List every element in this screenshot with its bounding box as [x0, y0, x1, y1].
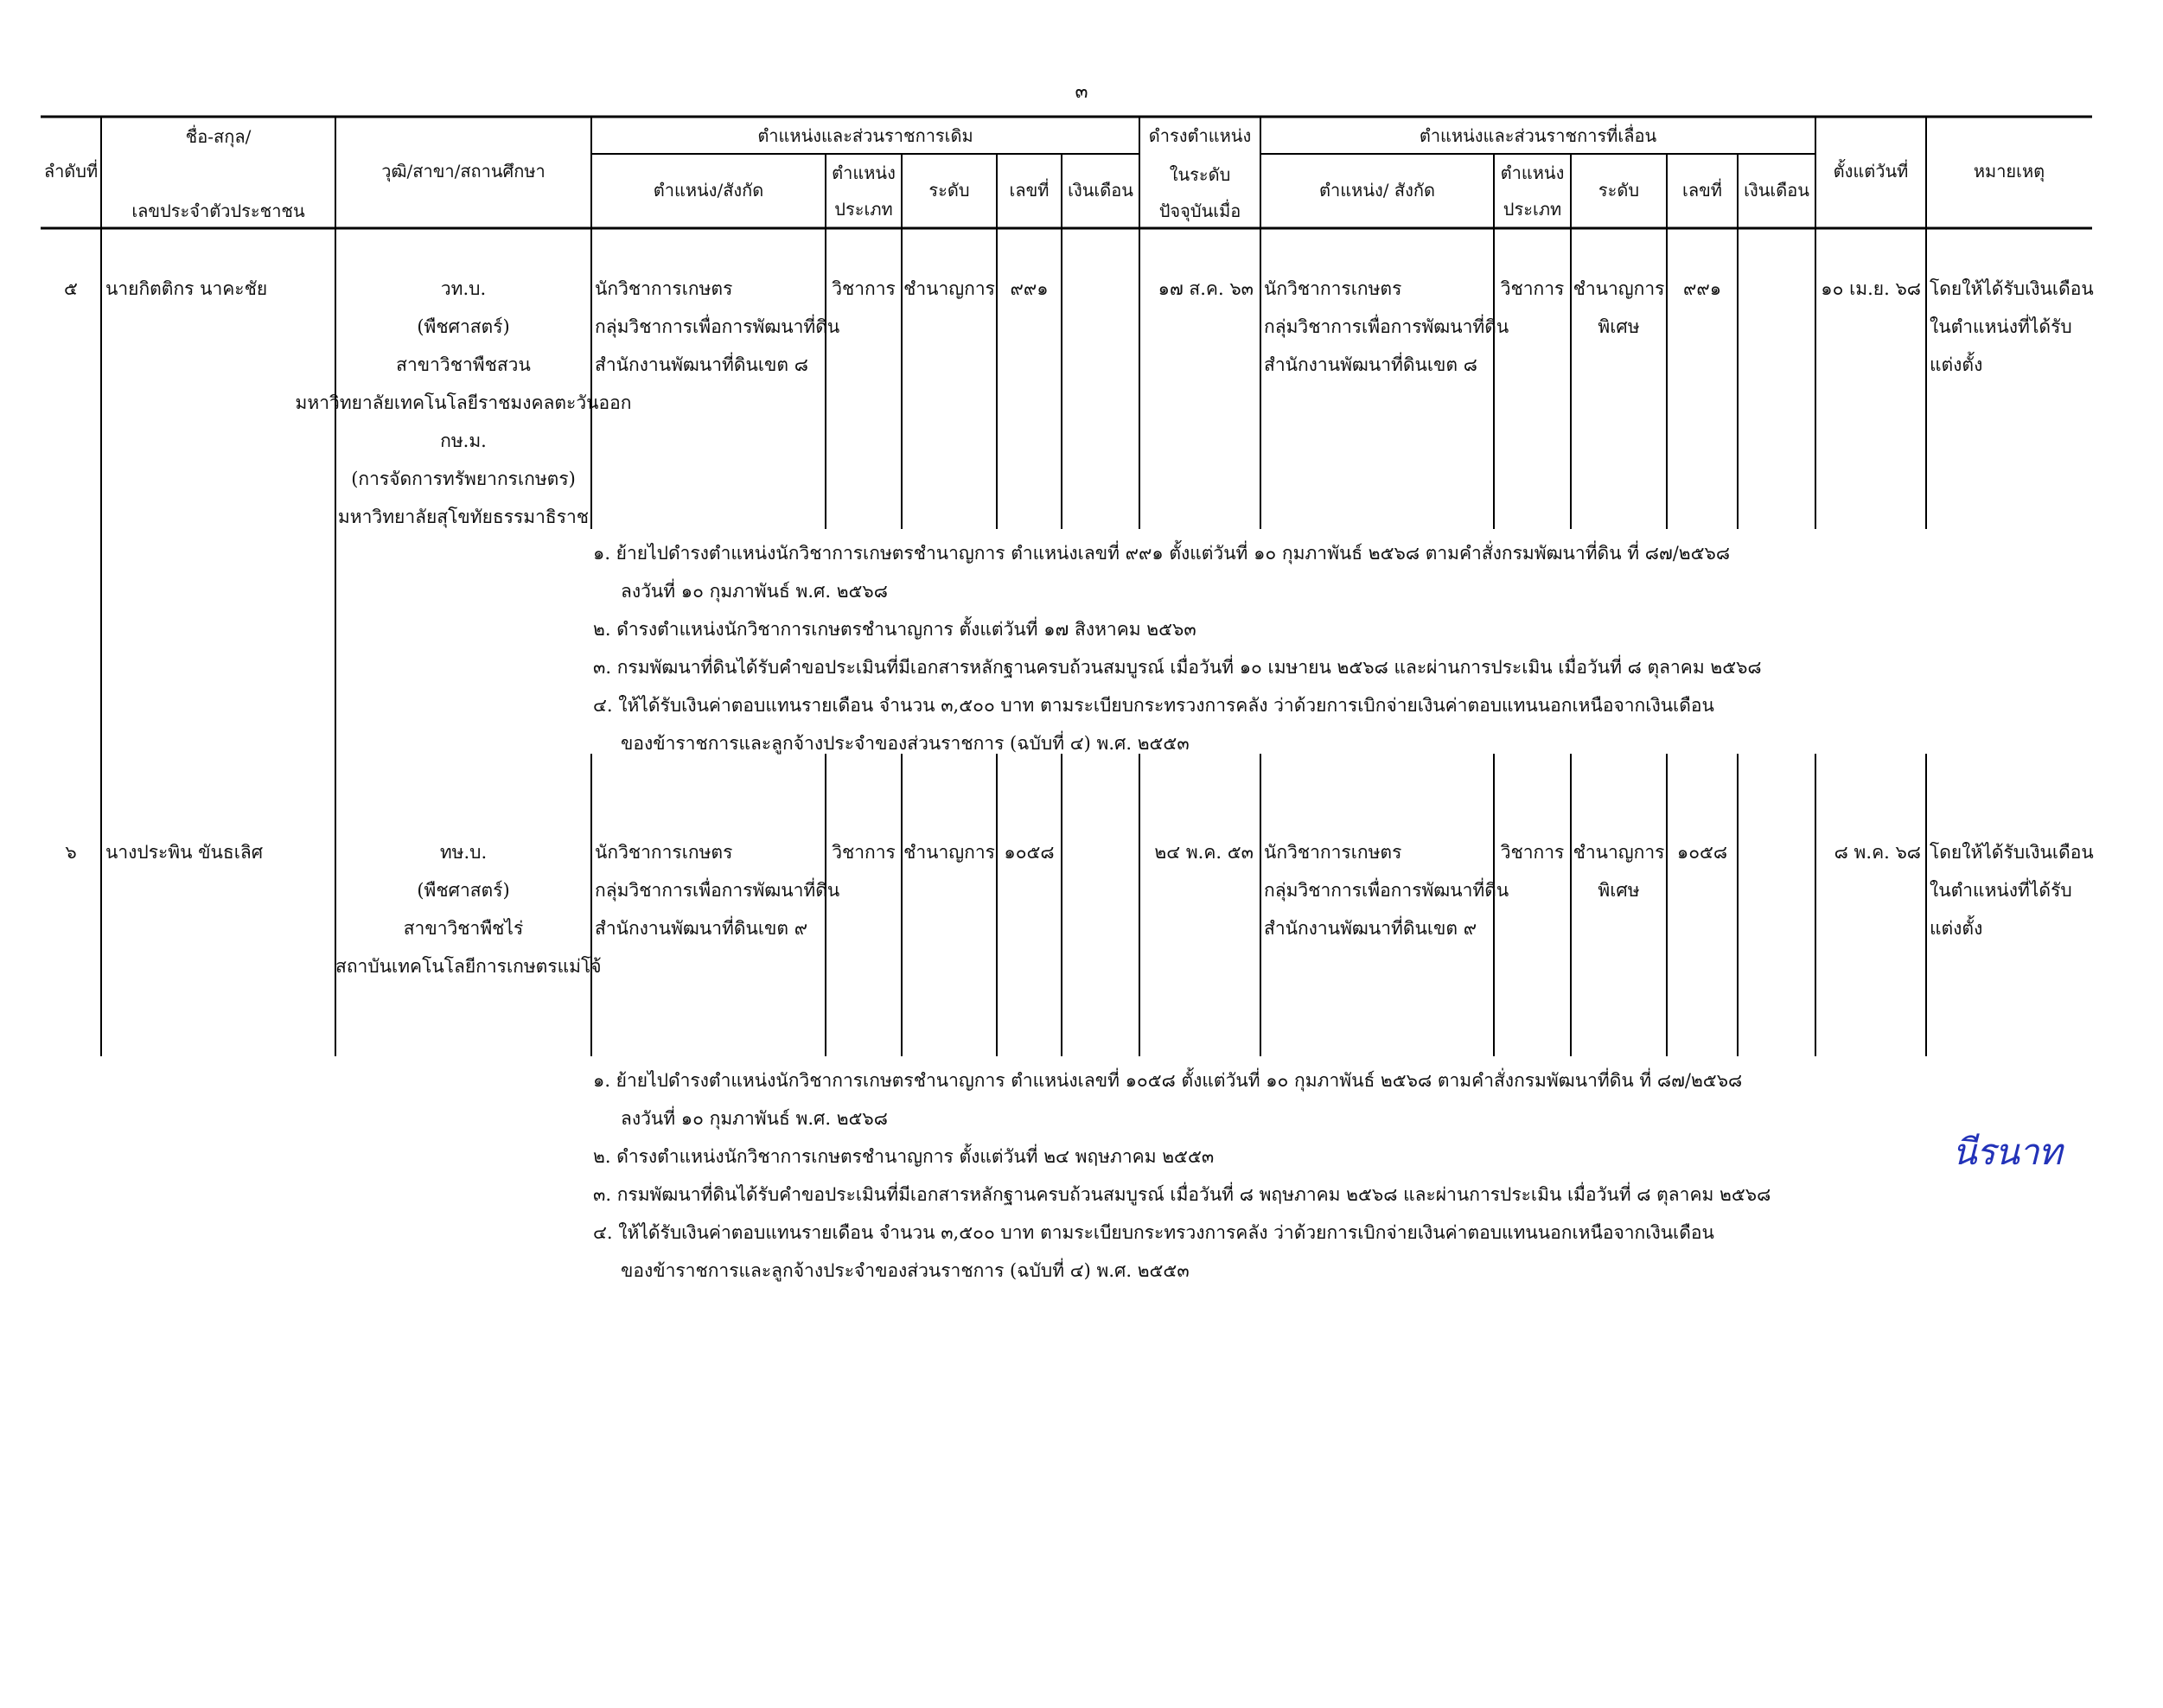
row5-education-1: วท.บ.: [440, 278, 487, 299]
row6-current-since: ๒๔ พ.ค. ๕๓: [1154, 842, 1254, 863]
row6-orig-level: ชำนาญการ: [903, 842, 995, 863]
header-remark: หมายเหตุ: [1973, 161, 2045, 182]
header-orig-salary: เงินเดือน: [1068, 180, 1133, 201]
header-name-line2: เลขประจำตัวประชาชน: [131, 201, 305, 221]
header-new-type-l1: ตำแหน่ง: [1500, 163, 1565, 183]
row5-education-3: สาขาวิชาพืชสวน: [396, 354, 531, 375]
row5-orig-type: วิชาการ: [832, 278, 896, 299]
row5-orig-position-3: สำนักงานพัฒนาที่ดินเขต ๘: [595, 354, 808, 375]
row6-note-1: ๑. ย้ายไปดำรงตำแหน่งนักวิชาการเกษตรชำนาญการ ตำแหน่งเลขที่ ๑๐๕๘ ตั้งแต่วันที่ ๑๐ กุมภาพันธ์ ๒๕๖๘ ตามคำสั่งกรมพัฒนาที่ดิน ที่ ๘๗/๒๕๖๘: [593, 1070, 1743, 1091]
row6-education-4: สถาบันเทคโนโลยีการเกษตรแม่โจ้: [335, 956, 602, 977]
row5-seq: ๕: [64, 278, 78, 299]
row5-new-level-1: ชำนาญการ: [1573, 278, 1665, 299]
row6-new-position-1: นักวิชาการเกษตร: [1264, 842, 1402, 863]
row5-education-2: (พืชศาสตร์): [417, 316, 510, 337]
row5-new-level-2: พิเศษ: [1598, 316, 1640, 337]
header-new-salary: เงินเดือน: [1744, 180, 1809, 201]
row6-note-1-cont: ลงวันที่ ๑๐ กุมภาพันธ์ พ.ศ. ๒๕๖๘: [621, 1108, 888, 1129]
row6-remark-1: โดยให้ได้รับเงินเดือน: [1930, 842, 2094, 863]
row6-note-2: ๒. ดำรงตำแหน่งนักวิชาการเกษตรชำนาญการ ตั้งแต่วันที่ ๒๔ พฤษภาคม ๒๕๕๓: [593, 1146, 1215, 1167]
header-since: ตั้งแต่วันที่: [1833, 161, 1909, 182]
header-orig-position: ตำแหน่ง/สังกัด: [653, 180, 764, 201]
row5-new-position-3: สำนักงานพัฒนาที่ดินเขต ๘: [1264, 354, 1477, 375]
header-current-l2: ในระดับ: [1169, 164, 1231, 185]
handwritten-signature: นีรนาท: [1952, 1131, 2062, 1173]
row6-education-3: สาขาวิชาพืชไร่: [403, 918, 524, 939]
header-orig-type-l1: ตำแหน่ง: [832, 163, 896, 183]
row5-orig-position-2: กลุ่มวิชาการเพื่อการพัฒนาที่ดิน: [595, 316, 840, 337]
row6-remark-2: ในตำแหน่งที่ได้รับ: [1930, 880, 2072, 901]
row6-new-level-1: ชำนาญการ: [1573, 842, 1665, 863]
row6-orig-position-3: สำนักงานพัฒนาที่ดินเขต ๙: [595, 918, 808, 939]
row6-new-number: ๑๐๕๘: [1676, 842, 1728, 863]
row6-new-position-2: กลุ่มวิชาการเพื่อการพัฒนาที่ดิน: [1264, 880, 1509, 901]
row6-new-level-2: พิเศษ: [1598, 880, 1640, 901]
row5-note-2: ๒. ดำรงตำแหน่งนักวิชาการเกษตรชำนาญการ ตั้งแต่วันที่ ๑๗ สิงหาคม ๒๕๖๓: [593, 619, 1196, 640]
header-original-group: ตำแหน่งและส่วนราชการเดิม: [757, 125, 973, 146]
row5-remark-1: โดยให้ได้รับเงินเดือน: [1930, 278, 2094, 299]
row6-name: นางประพิน ขันธเลิศ: [105, 842, 264, 863]
row5-new-position-2: กลุ่มวิชาการเพื่อการพัฒนาที่ดิน: [1264, 316, 1509, 337]
row5-new-type: วิชาการ: [1500, 278, 1565, 299]
row6-new-position-3: สำนักงานพัฒนาที่ดินเขต ๙: [1264, 918, 1477, 939]
row6-education-2: (พืชศาสตร์): [417, 880, 510, 901]
row6-note-3: ๓. กรมพัฒนาที่ดินได้รับคำขอประเมินที่มีเอกสารหลักฐานครบถ้วนสมบูรณ์ เมื่อวันที่ ๘ พฤษภาคม ๒๕๖๘ และผ่านการประเมิน เมื่อวันที่ ๘ ตุลาคม ๒๕๖๘: [593, 1184, 1771, 1205]
row5-current-since: ๑๗ ส.ค. ๖๓: [1158, 278, 1254, 299]
row5-remark-2: ในตำแหน่งที่ได้รับ: [1930, 316, 2072, 337]
row5-note-1-cont: ลงวันที่ ๑๐ กุมภาพันธ์ พ.ศ. ๒๕๖๘: [621, 581, 888, 602]
header-orig-type-l2: ประเภท: [834, 199, 893, 220]
header-new-level: ระดับ: [1598, 180, 1640, 201]
row6-since: ๘ พ.ค. ๖๘: [1834, 842, 1921, 863]
row6-seq: ๖: [65, 842, 77, 863]
row5-education-7: มหาวิทยาลัยสุโขทัยธรรมาธิราช: [337, 507, 590, 527]
row5-note-4: ๔. ให้ได้รับเงินค่าตอบแทนรายเดือน จำนวน ๓,๕๐๐ บาท ตามระเบียบกระทรวงการคลัง ว่าด้วยการเบิกจ่ายเงินค่าตอบแทนนอกเหนือจากเงินเดือน: [593, 695, 1714, 716]
row6-note-4-cont: ของข้าราชการและลูกจ้างประจำของส่วนราชการ (ฉบับที่ ๔) พ.ศ. ๒๕๕๓: [621, 1260, 1190, 1281]
header-new-type-l2: ประเภท: [1503, 199, 1562, 220]
row5-new-number: ๙๙๑: [1682, 278, 1722, 299]
row5-note-3: ๓. กรมพัฒนาที่ดินได้รับคำขอประเมินที่มีเอกสารหลักฐานครบถ้วนสมบูรณ์ เมื่อวันที่ ๑๐ เมษายน ๒๕๖๘ และผ่านการประเมิน เมื่อวันที่ ๘ ตุลาคม ๒๕๖๘: [593, 657, 1762, 678]
row5-orig-level: ชำนาญการ: [903, 278, 995, 299]
row5-note-4-cont: ของข้าราชการและลูกจ้างประจำของส่วนราชการ (ฉบับที่ ๔) พ.ศ. ๒๕๕๓: [621, 733, 1190, 754]
row6-education-1: ทษ.บ.: [439, 842, 488, 863]
header-new-group: ตำแหน่งและส่วนราชการที่เลื่อน: [1419, 125, 1657, 146]
row6-orig-position-1: นักวิชาการเกษตร: [595, 842, 733, 863]
header-current-l1: ดำรงตำแหน่ง: [1148, 125, 1252, 146]
header-current-l3: ปัจจุบันเมื่อ: [1158, 201, 1241, 221]
row6-orig-type: วิชาการ: [832, 842, 896, 863]
header-orig-level: ระดับ: [928, 180, 970, 201]
header-orig-number: เลขที่: [1009, 180, 1050, 201]
row5-orig-position-1: นักวิชาการเกษตร: [595, 278, 733, 299]
row6-new-type: วิชาการ: [1500, 842, 1565, 863]
header-new-number: เลขที่: [1682, 180, 1722, 201]
row5-education-5: กษ.ม.: [440, 430, 487, 451]
row6-note-4: ๔. ให้ได้รับเงินค่าตอบแทนรายเดือน จำนวน ๓,๕๐๐ บาท ตามระเบียบกระทรวงการคลัง ว่าด้วยการเบิกจ่ายเงินค่าตอบแทนนอกเหนือจากเงินเดือน: [593, 1222, 1714, 1243]
row6-orig-position-2: กลุ่มวิชาการเพื่อการพัฒนาที่ดิน: [595, 880, 840, 901]
row6-remark-3: แต่งตั้ง: [1930, 918, 1983, 939]
row5-since: ๑๐ เม.ย. ๖๘: [1821, 278, 1921, 299]
row5-remark-3: แต่งตั้ง: [1930, 354, 1983, 375]
header-education: วุฒิ/สาขา/สถานศึกษา: [381, 161, 546, 182]
row5-name: นายกิตติกร นาคะชัย: [105, 278, 268, 299]
header-name-line1: ชื่อ-สกุล/: [185, 126, 252, 147]
row5-education-6: (การจัดการทรัพยากรเกษตร): [351, 468, 576, 489]
header-seq: ลำดับที่: [43, 161, 99, 182]
row5-orig-number: ๙๙๑: [1010, 278, 1049, 299]
header-new-position: ตำแหน่ง/ สังกัด: [1319, 180, 1435, 201]
row5-new-position-1: นักวิชาการเกษตร: [1264, 278, 1402, 299]
row6-orig-number: ๑๐๕๘: [1004, 842, 1055, 863]
row5-education-4: มหาวิทยาลัยเทคโนโลยีราชมงคลตะวันออก: [295, 392, 632, 413]
page-number: ๓: [1075, 81, 1088, 103]
row5-note-1: ๑. ย้ายไปดำรงตำแหน่งนักวิชาการเกษตรชำนาญการ ตำแหน่งเลขที่ ๙๙๑ ตั้งแต่วันที่ ๑๐ กุมภาพันธ์ ๒๕๖๘ ตามคำสั่งกรมพัฒนาที่ดิน ที่ ๘๗/๒๕๖๘: [593, 543, 1731, 564]
